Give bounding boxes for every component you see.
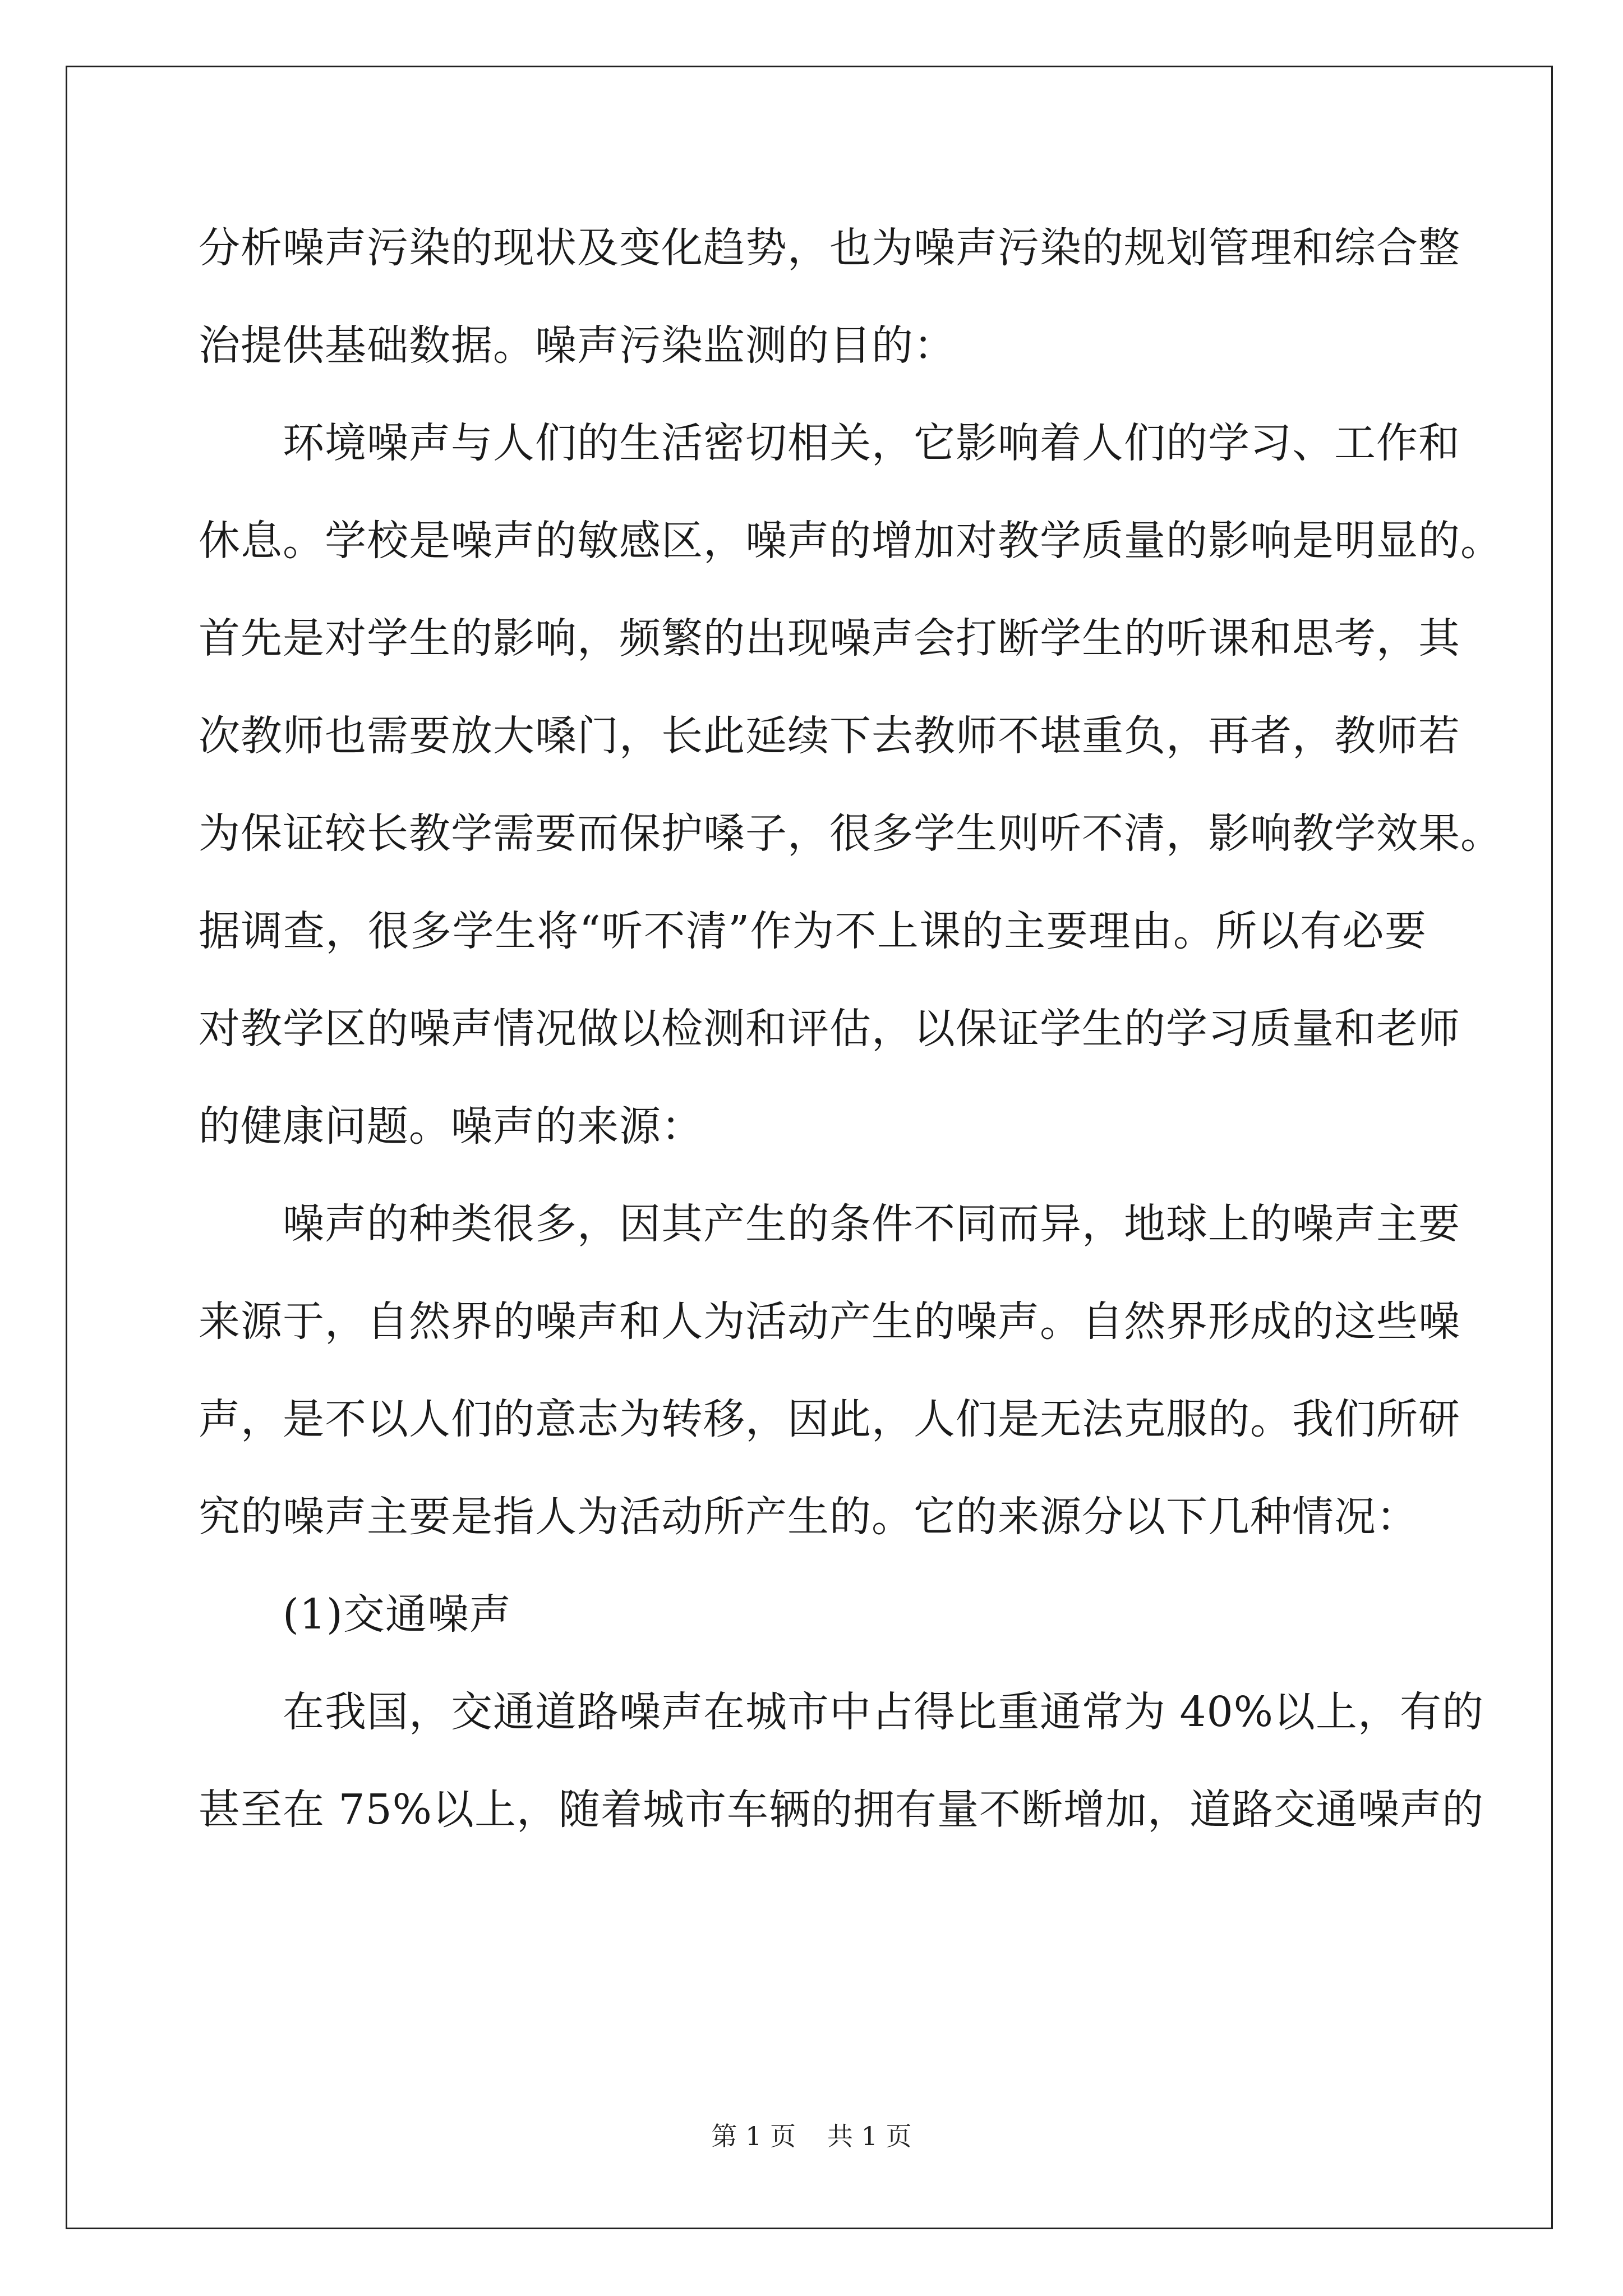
text-line: 治提供基础数据。噪声污染监测的目的：	[199, 321, 956, 370]
text-line: 分析噪声污染的现状及变化趋势，也为噪声污染的规划管理和综合整	[199, 224, 1460, 272]
paragraph-start-line: 噪声的种类很多，因其产生的条件不同而异，地球上的噪声主要	[283, 1200, 1460, 1248]
text-line: 声，是不以人们的意志为转移，因此，人们是无法克服的。我们所研	[199, 1395, 1460, 1443]
paragraph-start-line: 在我国，交通道路噪声在城市中占得比重通常为 40%以上，有的	[283, 1688, 1484, 1736]
page-number: 第 1 页	[711, 2121, 796, 2151]
text-line: 据调查，很多学生将“听不清”作为不上课的主要理由。所以有必要	[199, 907, 1427, 955]
text-line: 休息。学校是噪声的敏感区，噪声的增加对教学质量的影响是明显的。	[199, 517, 1502, 565]
text-line: 甚至在 75%以上，随着城市车辆的拥有量不断增加，道路交通噪声的	[199, 1786, 1484, 1834]
text-line: 的健康问题。噪声的来源：	[199, 1102, 703, 1151]
page-footer	[0, 2119, 1623, 2153]
paragraph-start-line: 环境噪声与人们的生活密切相关，它影响着人们的学习、工作和	[283, 419, 1460, 467]
text-line: 次教师也需要放大嗓门，长此延续下去教师不堪重负，再者，教师若	[199, 712, 1460, 760]
text-line: 来源于，自然界的噪声和人为活动产生的噪声。自然界形成的这些噪	[199, 1297, 1460, 1346]
text-line: 对教学区的噪声情况做以检测和评估，以保证学生的学习质量和老师	[199, 1005, 1460, 1053]
text-line: 为保证较长教学需要而保护嗓子，很多学生则听不清，影响教学效果。	[199, 809, 1502, 858]
section-heading: (1)交通噪声	[283, 1590, 511, 1639]
text-line: 究的噪声主要是指人为活动所产生的。它的来源分以下几种情况：	[199, 1493, 1418, 1541]
page-total: 共 1 页	[827, 2121, 912, 2151]
text-line: 首先是对学生的影响，频繁的出现噪声会打断学生的听课和思考，其	[199, 614, 1460, 662]
